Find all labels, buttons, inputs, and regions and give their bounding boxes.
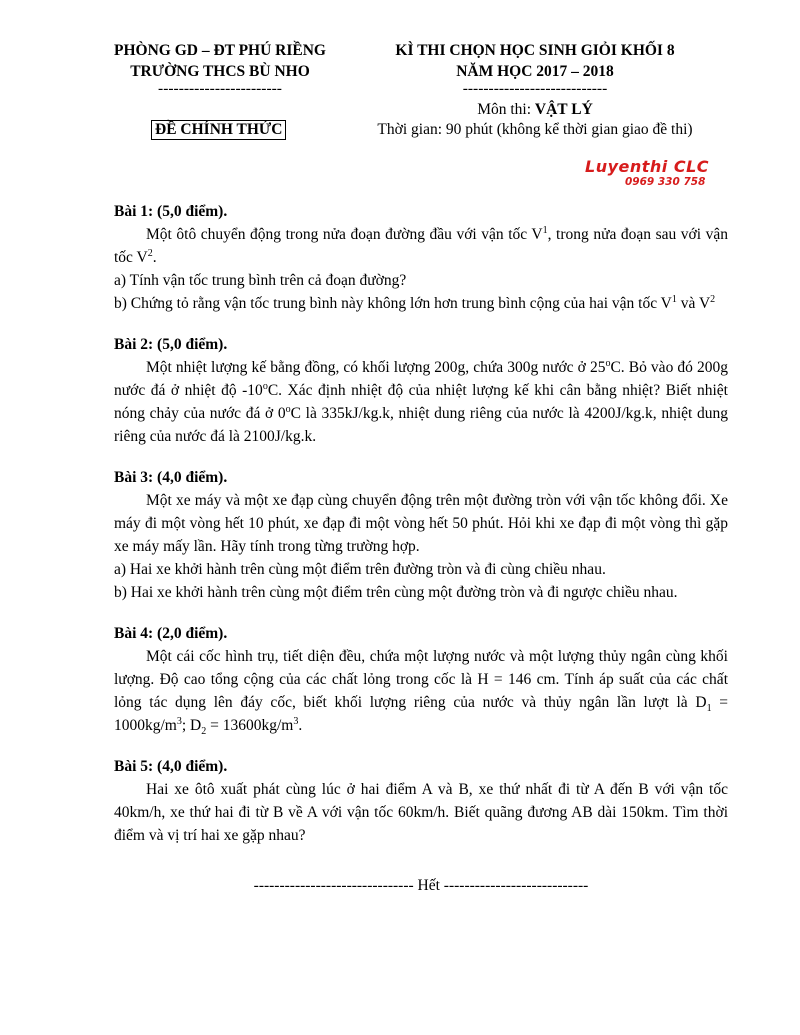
superscript: 3 [293, 715, 299, 727]
text-run: C là 335kJ/kg.k, nhiệt dung riêng của nước là 4200J/kg.k, nhiệt dung riêng của nước đá là 2100J/kg.k. [114, 405, 728, 445]
header-left-divider: ------------------------ [158, 80, 282, 97]
school-name: TRƯỜNG THCS BÙ NHO [130, 63, 310, 80]
logo-phone: 0969 330 758 [625, 176, 706, 188]
subject-line [360, 100, 710, 120]
text-run: . [152, 249, 157, 266]
superscript: o [605, 357, 611, 369]
problem-1 [114, 200, 728, 315]
end-marker: ------------------------------- Hết ---------------------------- [253, 877, 589, 894]
text-run: Một cái cốc hình trụ, tiết diện đều, chứa một lượng nước và một lượng thủy ngân cùng khối lượng. Độ cao tổng cộng của các chất lỏng trong cốc là H = 146 cm. Tính áp suất của các chất lỏng tác dụng lên đáy cốc, biết khối lượng riêng của nước và thủy ngân lần lượt là D [114, 648, 728, 711]
text-run: , trong nửa đoạn sau với vận tốc V [114, 226, 728, 266]
problem-text: Một xe máy và một xe đạp cùng chuyển động trên một đường tròn với vận tốc không đổi. Xe máy đi một vòng hết 10 phút, xe đạp đi một vòng hết 50 phút. Hỏi khi xe đạp đi một vòng thì gặp xe máy mấy lần. Hãy tính trong từng trường hợp. [114, 492, 728, 555]
problem-4 [114, 622, 728, 737]
school-year: NĂM HỌC 2017 – 2018 [456, 63, 614, 80]
subscript: 2 [201, 726, 207, 738]
problem-title: Bài 4: (2,0 điểm). [114, 625, 228, 642]
logo-brand: Luyenthi CLC [585, 157, 710, 176]
problem-2 [114, 333, 728, 448]
sub-question-a: a) Hai xe khởi hành trên cùng một điểm trên đường tròn và đi cùng chiều nhau. [114, 561, 606, 578]
official-badge: ĐỀ CHÍNH THỨC [151, 120, 286, 140]
text-run: b) Chứng tỏ rằng vận tốc trung bình này không lớn hơn trung bình cộng của hai vận tốc V [114, 295, 672, 312]
problem-title: Bài 5: (4,0 điểm). [114, 758, 228, 775]
problem-title: Bài 3: (4,0 điểm). [114, 469, 228, 486]
watermark-logo [585, 158, 735, 188]
text-run: = 13600kg/m [206, 717, 294, 734]
department-name: PHÒNG GD – ĐT PHÚ RIỀNG [114, 42, 326, 59]
superscript: 3 [176, 715, 182, 727]
sub-question-b [114, 292, 728, 315]
text-run: Một ôtô chuyển động trong nửa đoạn đường đầu với vận tốc V [146, 226, 543, 243]
superscript: 1 [671, 293, 677, 305]
problem-text [114, 223, 728, 269]
time-limit: Thời gian: 90 phút (không kể thời gian giao đề thi) [377, 121, 693, 138]
text-run: C. Xác định nhiệt độ của nhiệt lượng kế khi cân bằng nhiệt? Biết nhiệt nóng chảy của nước đá ở 0 [114, 382, 728, 422]
text-run: = 1000kg/m [114, 694, 729, 734]
subscript: 1 [706, 703, 712, 715]
superscript: 2 [147, 247, 153, 259]
superscript: o [262, 380, 268, 392]
text-run: ; D [181, 717, 202, 734]
problem-text [114, 356, 728, 448]
subject-value: VẬT LÝ [534, 101, 593, 118]
superscript: o [285, 403, 291, 415]
problem-3 [114, 466, 728, 604]
superscript: 1 [542, 224, 548, 236]
text-run: C. Bỏ vào đó 200g nước đá ở nhiệt độ -10 [114, 359, 728, 399]
problem-text: Hai xe ôtô xuất phát cùng lúc ở hai điểm A và B, xe thứ nhất đi từ A đến B với vận tốc 40km/h, xe thứ hai đi từ B về A với vận tốc 60km/h. Biết quãng đương AB dài 150km. Tìm thời điểm và vị trí hai xe gặp nhau? [114, 781, 728, 844]
text-run: . [298, 717, 303, 734]
subject-label: Môn thi: [477, 101, 535, 118]
problem-title: Bài 1: (5,0 điểm). [114, 203, 228, 220]
text-run: và V [676, 295, 711, 312]
exam-content [114, 200, 728, 865]
sub-question-a: a) Tính vận tốc trung bình trên cả đoạn đường? [114, 272, 407, 289]
superscript: 2 [710, 293, 716, 305]
problem-5 [114, 755, 728, 847]
header-right-divider: ---------------------------- [462, 80, 608, 97]
problem-text [114, 645, 728, 737]
exam-header [360, 40, 710, 96]
text-run: Một nhiệt lượng kế bằng đồng, có khối lượng 200g, chứa 300g nước ở 25 [146, 359, 606, 376]
school-header [100, 40, 340, 96]
exam-title: KÌ THI CHỌN HỌC SINH GIỎI KHỐI 8 [395, 42, 675, 59]
sub-question-b: b) Hai xe khởi hành trên cùng một điểm trên cùng một đường tròn và đi ngược chiều nhau. [114, 584, 678, 601]
problem-title: Bài 2: (5,0 điểm). [114, 336, 228, 353]
